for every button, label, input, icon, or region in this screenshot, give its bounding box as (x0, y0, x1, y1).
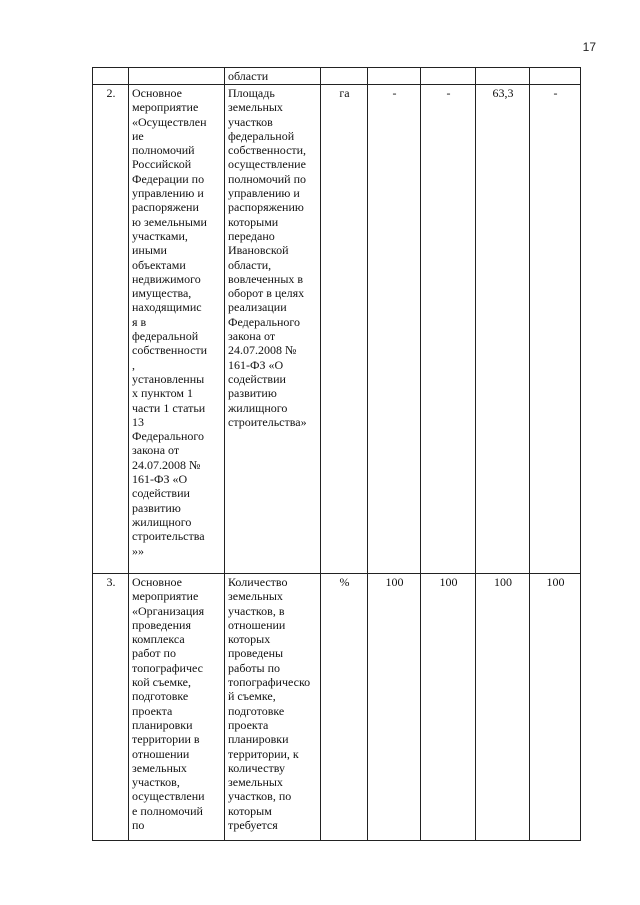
cell-value (368, 68, 421, 85)
cell-value (476, 68, 530, 85)
cell-value: 100 (530, 574, 581, 841)
page-number: 17 (582, 40, 596, 54)
cell-indicator: Количество земельных участков, в отношении которых проведены работы по топографическо й съемке, подготовке проекта планировки территории, к количеству земельных участков, по которым требуется (225, 574, 321, 841)
cell-indicator: Площадь земельных участков федеральной собственности, осуществление полномочий по управлению и распоряжению которыми передано Ивановской области, вовлеченных в оборот в целях реализации Федерального закона от 24.07.2008 № 161-ФЗ «О содействии развитию жилищного строительства» (225, 85, 321, 574)
cell-value: 63,3 (476, 85, 530, 574)
cell-value (421, 68, 476, 85)
indicators-table (92, 67, 581, 841)
table-row-continuation (93, 68, 581, 85)
cell-indicator: области (225, 68, 321, 85)
cell-number (93, 68, 129, 85)
cell-unit: % (321, 574, 368, 841)
table-row (93, 574, 581, 841)
cell-number: 3. (93, 574, 129, 841)
cell-value: - (421, 85, 476, 574)
table-row (93, 85, 581, 574)
cell-name: Основное мероприятие «Организация проведения комплекса работ по топографичес кой съемке, подготовке проекта планировки территории в отношении земельных участков, осуществлени е полномочий по (129, 574, 225, 841)
cell-value: - (368, 85, 421, 574)
cell-value: 100 (421, 574, 476, 841)
cell-value: - (530, 85, 581, 574)
cell-name (129, 68, 225, 85)
cell-name: Основное мероприятие «Осуществлен ие полномочий Российской Федерации по управлению и распоряжени ю земельными участками, иными объектами недвижимого имущества, находящимис я в федеральной собственности , установленны х пунктом 1 части 1 статьи 13 Федерального закона от 24.07.2008 № 161-ФЗ «О содействии развитию жилищного строительства »» (129, 85, 225, 574)
cell-value: 100 (476, 574, 530, 841)
cell-value: 100 (368, 574, 421, 841)
cell-number: 2. (93, 85, 129, 574)
cell-unit (321, 68, 368, 85)
cell-value (530, 68, 581, 85)
cell-unit: га (321, 85, 368, 574)
